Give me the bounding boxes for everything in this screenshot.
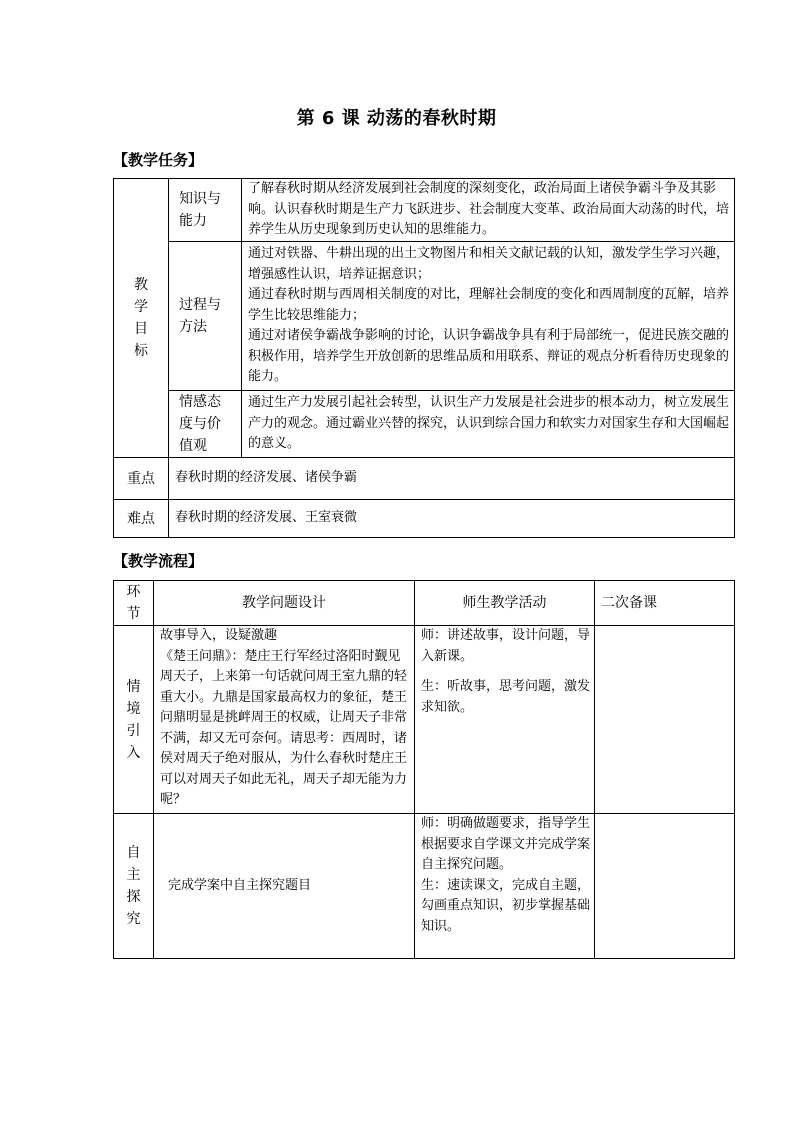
activity-self-study-teacher: 师：明确做题要求，指导学生根据要求自学课文并完成学案自主探究问题。 [421,816,591,872]
key-point-text: 春秋时期的经济发展、诸侯争霸 [169,458,735,500]
flow-table [113,580,735,959]
process-label-line: 方法 [179,319,207,335]
flow-row-intro [114,626,735,814]
activity-intro [415,626,595,814]
objectives-label [114,179,169,458]
design-intro-story: 《楚王问鼎》：楚庄王行军经过洛阳时觐见周天子，上来第一句话就问周王室九鼎的轻重大小。九鼎是国家最高权力的象征，楚王问鼎明显是挑衅周王的权威，让周天子非常不满，却又无可奈何。请思考：西周时，诸侯对周天子绝对服从，为什么春秋时楚庄王可以对周天子如此无礼，周天子却无能为力呢？ [160,648,408,807]
header-stage-line: 节 [126,606,141,622]
objectives-label-line: 学 [134,299,148,315]
design-intro [154,626,415,814]
stage-intro-line: 境 [126,700,141,717]
stage-self-study-line: 究 [126,911,141,927]
knowledge-label-line: 能力 [179,213,207,229]
emotion-label-line: 情感态 [179,394,221,410]
header-stage [114,581,154,626]
activity-intro-teacher: 师：讲述故事，设计问题，导入新课。 [421,628,591,664]
stage-self-study-line: 自 [126,845,141,861]
difficult-point-label: 难点 [114,500,169,538]
activity-intro-student: 生：听故事，思考问题，激发求知欲。 [421,679,591,715]
difficult-point-text: 春秋时期的经济发展、王室衰微 [169,500,735,538]
process-label [169,242,242,391]
header-stage-line: 环 [126,584,141,600]
emotion-label-line: 度与价 [179,416,221,432]
process-text [242,242,735,391]
design-self-study: 完成学案中自主探究题目 [154,814,415,959]
process-label-line: 过程与 [179,297,221,313]
section-heading-flow: 【教学流程】 [113,552,204,570]
design-intro-heading: 故事导入，设疑激趣 [160,628,278,643]
objectives-table [113,178,735,538]
process-paragraph: 通过对诸侯争霸战争影响的讨论，认识争霸战争具有利于局部统一，促进民族交融的积极作用，培养学生开放创新的思维品质和用联系、辩证的观点分析看待历史现象的能力。 [248,328,730,385]
activity-self-study [415,814,595,959]
section-heading-tasks: 【教学任务】 [113,151,204,169]
knowledge-text: 了解春秋时期从经济发展到社会制度的深刻变化，政治局面上诸侯争霸斗争及其影响。认识春秋时期是生产力飞跃进步、社会制度大变革、政治局面大动荡的时代，培养学生从历史现象到历史认知的思维能力。 [242,179,735,242]
stage-intro-line: 入 [126,744,141,761]
notes-intro [595,626,735,814]
header-activity: 师生教学活动 [415,581,595,626]
emotion-text: 通过生产力发展引起社会转型，认识生产力发展是社会进步的根本动力，树立发展生产力的观念。通过霸业兴替的探究，认识到综合国力和软实力对国家生存和大国崛起的意义。 [242,391,735,458]
key-point-label: 重点 [114,458,169,500]
objectives-label-line: 目 [134,321,148,337]
stage-self-study-line: 探 [126,889,141,905]
stage-intro-line: 情 [126,678,141,695]
emotion-label-line: 值观 [179,438,207,454]
activity-self-study-student: 生：速读课文，完成自主题，勾画重点知识，初步掌握基础知识。 [421,877,591,934]
stage-self-study [114,814,154,959]
header-design: 教学问题设计 [154,581,415,626]
objectives-label-line: 教 [134,277,148,293]
objectives-label-line: 标 [134,343,148,359]
knowledge-label-line: 知识与 [179,191,221,207]
header-notes: 二次备课 [595,581,735,626]
process-paragraph: 通过春秋时期与西周相关制度的对比，理解社会制度的变化和西周制度的瓦解，培养学生比较思维能力； [248,287,730,323]
stage-intro-line: 引 [126,722,141,739]
stage-intro [114,626,154,814]
knowledge-label [169,179,242,242]
emotion-label [169,391,242,458]
stage-self-study-line: 主 [126,867,141,883]
flow-row-self-study [114,814,735,959]
notes-self-study [595,814,735,959]
process-paragraph: 通过对铁器、牛耕出现的出土文物图片和相关文献记载的认知，激发学生学习兴趣，增强感性认识，培养证据意识； [248,246,730,282]
lesson-title: 第 6 课 动荡的春秋时期 [296,108,497,129]
